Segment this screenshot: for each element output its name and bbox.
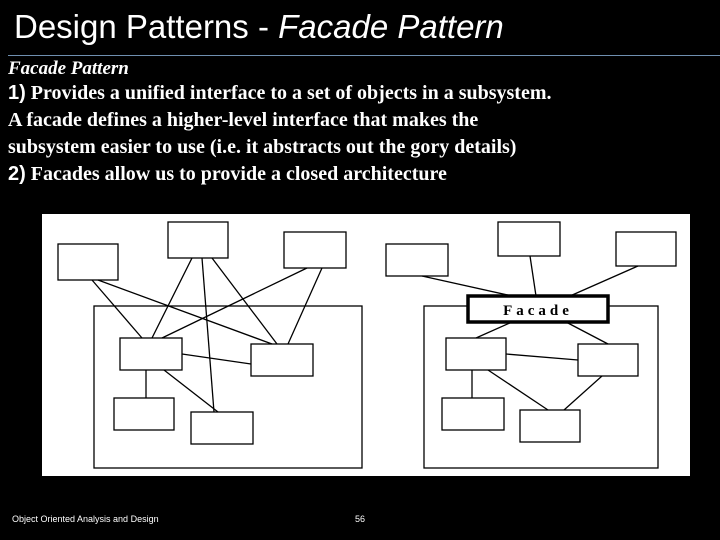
facade-label: Facade bbox=[503, 303, 573, 319]
right-subsystem-box-d bbox=[520, 410, 580, 442]
point-1-line-3: subsystem easier to use (i.e. it abstracts out the gory details) bbox=[8, 136, 517, 158]
left-link bbox=[98, 280, 272, 344]
left-subsystem-box-a bbox=[120, 338, 182, 370]
point-2-text: Facades allow us to provide a closed architecture bbox=[25, 163, 447, 185]
point-2 bbox=[8, 161, 713, 188]
diagram-svg bbox=[42, 214, 690, 476]
point-1 bbox=[8, 80, 713, 107]
left-link bbox=[202, 258, 214, 412]
subtitle: Facade Pattern bbox=[8, 58, 129, 79]
point-1-text: Provides a unified interface to a set of objects in a subsystem. bbox=[25, 82, 552, 104]
left-subsystem-box-d bbox=[191, 412, 253, 444]
right-internal-link bbox=[506, 354, 578, 360]
left-link bbox=[162, 268, 307, 338]
left-client-box-2 bbox=[168, 222, 228, 258]
title-prefix: Design Patterns - bbox=[14, 8, 279, 45]
left-internal-link bbox=[164, 370, 218, 412]
right-link bbox=[476, 322, 512, 338]
facade-diagram bbox=[42, 214, 690, 476]
right-client-box-3 bbox=[616, 232, 676, 266]
right-internal-link bbox=[488, 370, 548, 410]
right-subsystem-box-c bbox=[442, 398, 504, 430]
right-client-box-1 bbox=[386, 244, 448, 276]
left-client-box-1 bbox=[58, 244, 118, 280]
point-2-number: 2) bbox=[8, 163, 26, 185]
left-link bbox=[92, 280, 142, 338]
right-link bbox=[570, 266, 638, 296]
right-link bbox=[566, 322, 608, 344]
point-1-number: 1) bbox=[8, 82, 26, 104]
right-link bbox=[422, 276, 512, 296]
slide-body bbox=[8, 58, 713, 188]
right-subsystem-boundary bbox=[424, 306, 658, 468]
left-subsystem-box-c bbox=[114, 398, 174, 430]
slide-title bbox=[14, 8, 504, 46]
left-client-box-3 bbox=[284, 232, 346, 268]
title-italic: Facade Pattern bbox=[278, 8, 504, 45]
right-subsystem-box-b bbox=[578, 344, 638, 376]
left-subsystem-box-b bbox=[251, 344, 313, 376]
point-1-line-2: A facade defines a higher-level interface that makes the bbox=[8, 109, 479, 131]
title-divider bbox=[8, 55, 720, 56]
right-subsystem-box-a bbox=[446, 338, 506, 370]
footer-course: Object Oriented Analysis and Design bbox=[12, 514, 159, 524]
left-internal-link bbox=[182, 354, 251, 364]
right-internal-link bbox=[564, 376, 602, 410]
footer-page-number: 56 bbox=[355, 514, 366, 524]
right-client-box-2 bbox=[498, 222, 560, 256]
right-link bbox=[530, 256, 536, 296]
left-link bbox=[212, 258, 277, 344]
